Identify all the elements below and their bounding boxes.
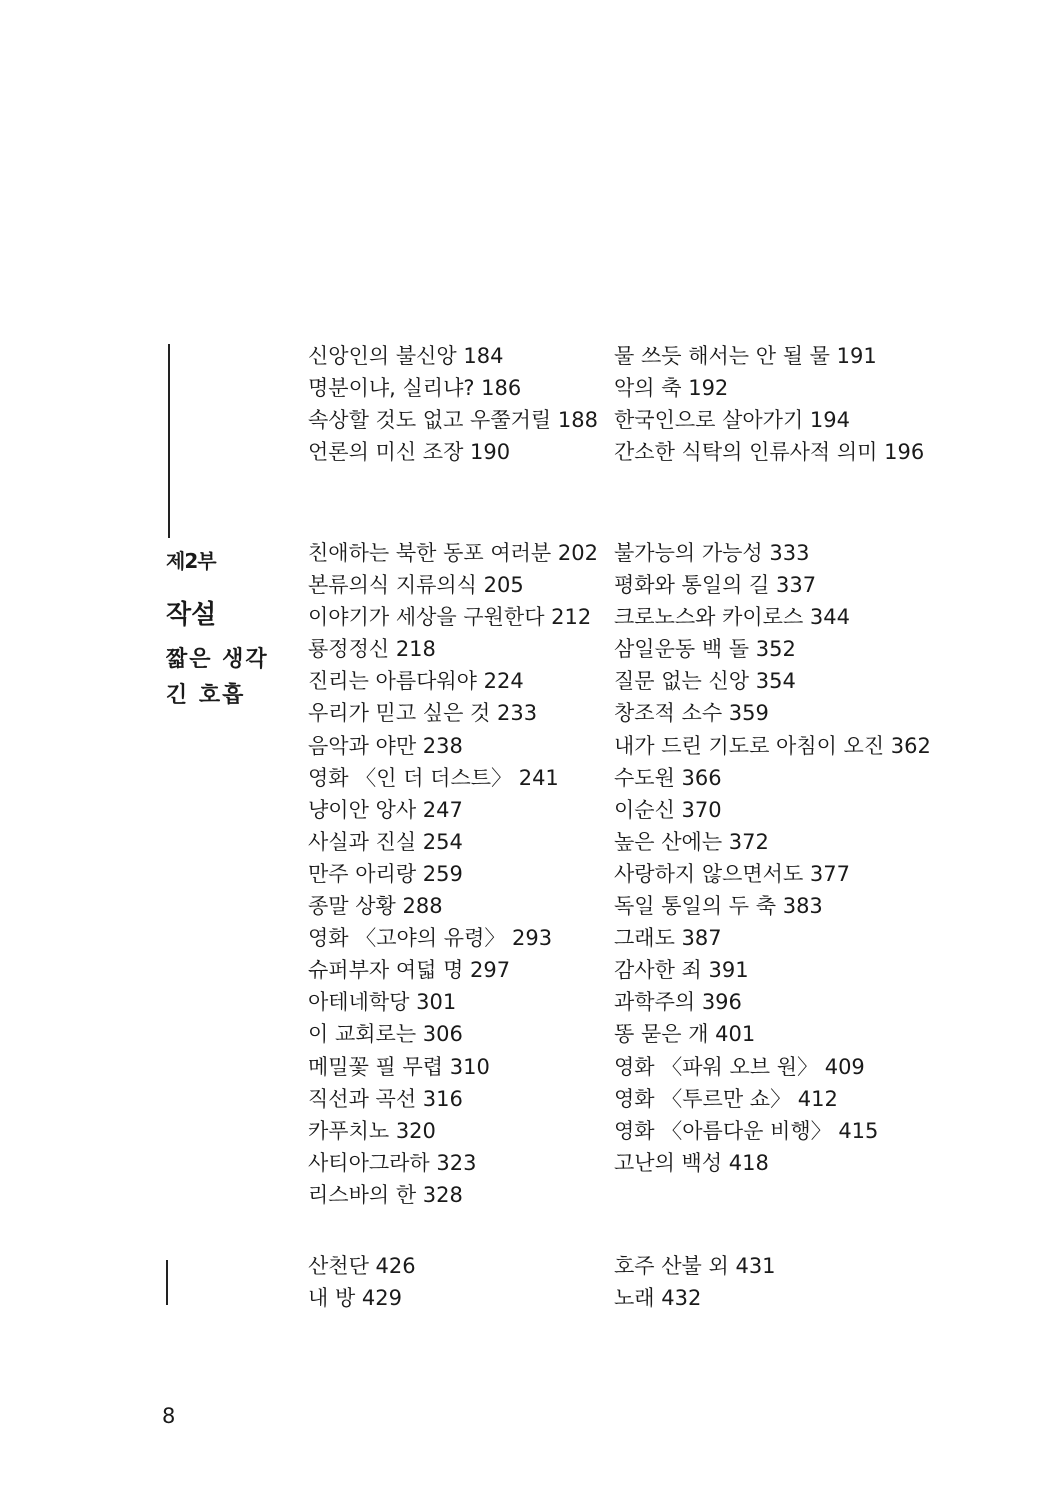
toc-entry[interactable]: 수도원 366 (614, 765, 722, 790)
toc-entry[interactable]: 명분이냐, 실리냐? 186 (308, 376, 522, 401)
page-number: 8 (162, 1404, 176, 1428)
toc-entry[interactable]: 불가능의 가능성 333 (614, 541, 810, 565)
toc-entry[interactable]: 이순신 370 (614, 797, 722, 822)
toc-entry[interactable]: 신앙인의 불신앙 184 (308, 344, 504, 368)
toc-entry[interactable]: 사실과 진실 254 (308, 829, 463, 854)
part-title: 작설 (166, 600, 217, 630)
toc-entry[interactable]: 속상할 것도 없고 우쭐거릴 188 (308, 408, 598, 433)
toc-entry[interactable]: 산천단 426 (308, 1254, 416, 1278)
section-divider-line (168, 344, 170, 538)
toc-entry[interactable]: 이 교회로는 306 (308, 1022, 463, 1047)
toc-left-column-bottom (308, 1250, 416, 1314)
toc-entry[interactable]: 종말 상황 288 (308, 894, 443, 919)
toc-entry[interactable]: 한국인으로 살아가기 194 (614, 408, 851, 433)
toc-right-column-part2 (614, 537, 931, 1179)
toc-entry[interactable]: 직선과 곡선 316 (308, 1086, 463, 1111)
toc-entry[interactable]: 친애하는 북한 동포 여러분 202 (308, 541, 598, 565)
toc-entry[interactable]: 본류의식 지류의식 205 (308, 573, 524, 598)
toc-entry[interactable]: 영화 〈인 더 더스트〉 241 (308, 765, 559, 790)
toc-entry[interactable]: 슈퍼부자 여덟 명 297 (308, 958, 511, 983)
section-divider-line (166, 1260, 168, 1305)
toc-entry[interactable]: 노래 432 (614, 1286, 702, 1311)
toc-left-column-top (308, 340, 598, 468)
toc-entry[interactable]: 이야기가 세상을 구원한다 212 (308, 605, 592, 630)
toc-entry[interactable]: 감사한 죄 391 (614, 958, 749, 983)
toc-entry[interactable]: 메밀꽃 필 무렵 310 (308, 1054, 490, 1079)
toc-entry[interactable]: 내가 드린 기도로 아침이 오진 362 (614, 733, 931, 758)
toc-entry[interactable]: 만주 아리랑 259 (308, 861, 463, 886)
toc-entry[interactable]: 삼일운동 백 돌 352 (614, 637, 796, 662)
toc-entry[interactable]: 사티아그라하 323 (308, 1150, 477, 1175)
toc-entry[interactable]: 악의 축 192 (614, 376, 729, 401)
toc-entry[interactable]: 영화 〈파워 오브 원〉 409 (614, 1054, 865, 1079)
part-subtitle-line1: 짧은 생각 (166, 647, 269, 672)
toc-entry[interactable]: 아테네학당 301 (308, 990, 457, 1015)
toc-entry[interactable]: 영화 〈아름다운 비행〉 415 (614, 1118, 879, 1143)
toc-entry[interactable]: 질문 없는 신앙 354 (614, 669, 796, 694)
toc-entry[interactable]: 호주 산불 외 431 (614, 1254, 776, 1278)
toc-entry[interactable]: 냥이안 앙사 247 (308, 797, 463, 822)
toc-entry[interactable]: 진리는 아름다워야 224 (308, 669, 524, 694)
toc-entry[interactable]: 영화 〈투르만 쇼〉 412 (614, 1086, 838, 1111)
toc-entry[interactable]: 우리가 믿고 싶은 것 233 (308, 701, 538, 726)
toc-right-column-bottom (614, 1250, 776, 1314)
toc-entry[interactable]: 영화 〈고야의 유령〉 293 (308, 926, 553, 951)
toc-entry[interactable]: 높은 산에는 372 (614, 829, 769, 854)
toc-entry[interactable]: 똥 묻은 개 401 (614, 1022, 756, 1047)
toc-entry[interactable]: 고난의 백성 418 (614, 1150, 769, 1175)
toc-entry[interactable]: 과학주의 396 (614, 990, 742, 1015)
toc-entry[interactable]: 내 방 429 (308, 1286, 403, 1311)
toc-entry[interactable]: 독일 통일의 두 축 383 (614, 894, 823, 919)
toc-entry[interactable]: 물 쓰듯 해서는 안 될 물 191 (614, 344, 877, 368)
toc-right-column-top (614, 340, 924, 468)
toc-entry[interactable]: 음악과 야만 238 (308, 733, 463, 758)
toc-entry[interactable]: 창조적 소수 359 (614, 701, 769, 726)
toc-entry[interactable]: 평화와 통일의 길 337 (614, 573, 817, 598)
toc-entry[interactable]: 크로노스와 카이로스 344 (614, 605, 851, 630)
toc-entry[interactable]: 룡정정신 218 (308, 637, 436, 662)
toc-left-column-part2 (308, 537, 598, 1211)
toc-entry[interactable]: 사랑하지 않으면서도 377 (614, 861, 851, 886)
toc-entry[interactable]: 리스바의 한 328 (308, 1182, 463, 1207)
toc-entry[interactable]: 간소한 식탁의 인류사적 의미 196 (614, 440, 925, 465)
toc-entry[interactable]: 언론의 미신 조장 190 (308, 440, 511, 465)
toc-entry[interactable]: 그래도 387 (614, 926, 722, 951)
toc-entry[interactable]: 카푸치노 320 (308, 1118, 436, 1143)
part-number: 제2부 (166, 549, 216, 573)
part-subtitle-line2: 긴 호흡 (166, 683, 246, 708)
